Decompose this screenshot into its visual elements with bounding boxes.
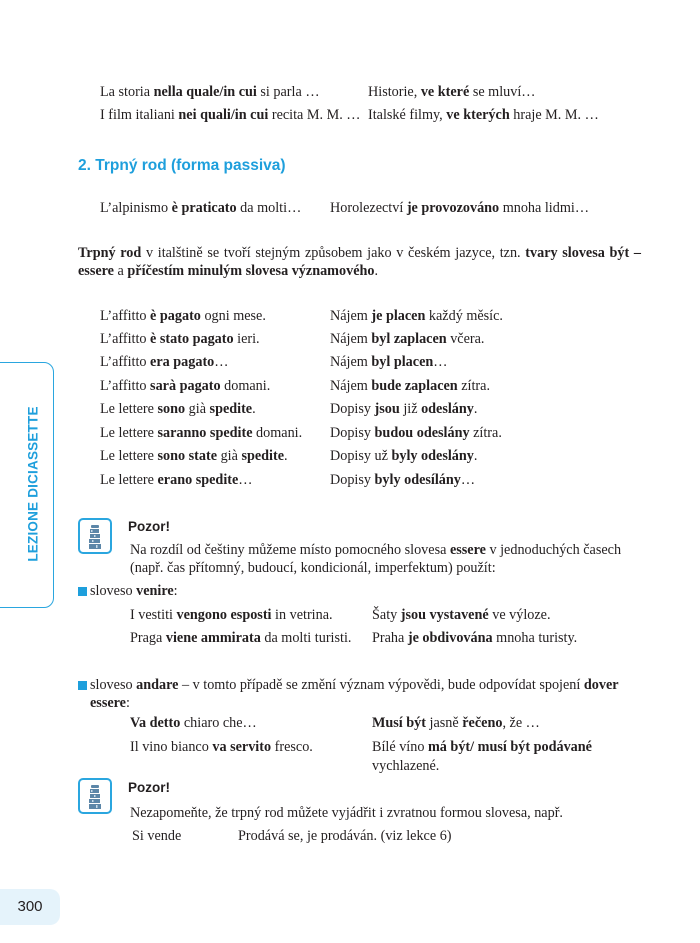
text-segment: . — [473, 448, 478, 464]
text-segment: zítra. — [457, 378, 490, 394]
text-segment: sloveso — [90, 583, 137, 599]
bold-text: příčestím minulým slovesa významového — [127, 263, 375, 279]
text-segment: recita M. M. … — [268, 107, 361, 123]
page-number: 300 — [0, 889, 60, 925]
leaning-tower-icon — [78, 518, 112, 554]
text-segment: ogni mese. — [200, 308, 266, 324]
text-segment: ve výloze. — [488, 607, 551, 623]
text-segment: v jednoduchých časech — [485, 542, 622, 558]
bold-text: venire — [136, 583, 174, 599]
example-cz — [368, 83, 535, 101]
example-cz — [372, 606, 551, 624]
text-segment: Dopisy už — [330, 448, 392, 464]
text-segment: Le lettere — [100, 401, 158, 417]
bold-text: nella quale/in cui — [153, 84, 257, 100]
bold-text: spedite — [209, 401, 253, 417]
example-cz — [372, 629, 577, 647]
text-segment: již — [399, 401, 422, 417]
text-segment: … — [238, 472, 253, 488]
example-cz-continued — [372, 757, 439, 775]
example-it — [130, 606, 333, 624]
bold-text: tvary slovesa být – essere — [78, 245, 641, 279]
text-segment: Na rozdíl od češtiny můžeme místo pomocného slovesa — [130, 542, 450, 558]
text-segment: Nájem — [330, 331, 372, 347]
text-segment: Il vino bianco — [130, 739, 213, 755]
text-segment: zítra. — [469, 425, 502, 441]
bold-text: spedite — [241, 448, 285, 464]
bold-text: Musí být — [372, 715, 426, 731]
text-segment: Bílé víno — [372, 739, 428, 755]
text-segment: Šaty — [372, 607, 401, 623]
text-segment: La storia — [100, 84, 154, 100]
example-it — [100, 83, 320, 101]
table-cell-it — [100, 307, 266, 325]
bold-text: saranno spedite — [157, 425, 253, 441]
note-title: Pozor! — [128, 780, 170, 795]
table-cell-cz — [330, 424, 502, 442]
bold-text: ve které — [420, 84, 470, 100]
text-segment: – v tomto případě se změní význam výpovědi, bude odpovídat spojení — [178, 677, 584, 693]
section-heading: 2. Trpný rod (forma passiva) — [78, 157, 286, 174]
text-segment: každý měsíc. — [425, 308, 503, 324]
bold-text: je obdivována — [407, 630, 493, 646]
text-segment: . — [284, 448, 288, 464]
bold-text: byl placen — [371, 354, 434, 370]
text-segment: hraje M. M. … — [509, 107, 599, 123]
text-segment: L’affitto — [100, 354, 151, 370]
text-segment: I vestiti — [130, 607, 177, 623]
bold-text: è stato pagato — [150, 331, 234, 347]
text-segment: L’alpinismo — [100, 200, 172, 216]
bold-text: je provozováno — [406, 200, 500, 216]
table-cell-it — [100, 424, 302, 442]
text-segment: Praha — [372, 630, 408, 646]
text-segment: fresco. — [271, 739, 313, 755]
text-segment: Italské filmy, — [368, 107, 447, 123]
bold-text: má být/ musí být podávané — [427, 739, 592, 755]
example-cz — [368, 106, 599, 124]
text-segment: da molti… — [236, 200, 302, 216]
bold-text: viene ammirata — [165, 630, 261, 646]
bold-text: odeslány — [421, 401, 474, 417]
table-cell-cz — [330, 447, 477, 465]
bold-text: je placen — [371, 308, 426, 324]
text-segment: Historie, — [368, 84, 421, 100]
table-cell-it — [100, 471, 252, 489]
bold-text: essere — [449, 542, 486, 558]
text-segment: … — [433, 354, 448, 370]
text-segment: domani. — [252, 425, 303, 441]
text-segment: Dopisy — [330, 401, 375, 417]
example-it — [130, 738, 313, 756]
text-segment: . — [473, 401, 478, 417]
bold-text: ve kterých — [446, 107, 510, 123]
text-segment: già — [217, 448, 242, 464]
table-cell-cz — [330, 330, 484, 348]
text-segment: Nájem — [330, 378, 372, 394]
bold-text: byl zaplacen — [371, 331, 447, 347]
bold-text: sarà pagato — [150, 378, 221, 394]
text-segment: sloveso — [90, 677, 137, 693]
chapter-tab-label: LEZIONE DICIASSETTE — [25, 406, 41, 562]
text-segment: Le lettere — [100, 425, 158, 441]
text-segment: da molti turisti. — [260, 630, 352, 646]
bold-text: sono state — [157, 448, 218, 464]
table-cell-cz — [330, 377, 490, 395]
bold-text: byly odeslány — [391, 448, 474, 464]
bold-text: va servito — [212, 739, 272, 755]
bullet-label — [90, 676, 619, 694]
table-cell-it — [100, 400, 256, 418]
text-segment: : — [173, 583, 178, 599]
leaning-tower-icon — [78, 778, 112, 814]
example-cz — [372, 714, 540, 732]
table-cell-cz — [330, 471, 475, 489]
example-it — [130, 629, 351, 647]
bold-text: dover — [583, 677, 619, 693]
text-segment: L’affitto — [100, 378, 151, 394]
text-segment: Praga — [130, 630, 166, 646]
text-segment: Dopisy — [330, 472, 375, 488]
bullet-square — [78, 681, 87, 690]
text-segment: se mluví… — [469, 84, 536, 100]
bold-text: Trpný rod — [78, 245, 142, 261]
text-segment: si parla … — [256, 84, 320, 100]
text-segment: … — [214, 354, 229, 370]
bold-text: andare — [136, 677, 179, 693]
text-segment: Nájem — [330, 354, 372, 370]
text-segment: L’affitto — [100, 331, 151, 347]
text-segment: mnoha lidmi… — [499, 200, 590, 216]
text-segment: v italštině se tvoří stejným způsobem jako v českém jazyce, tzn. — [141, 245, 526, 261]
text-segment: . — [374, 263, 379, 279]
bold-text: era pagato — [150, 354, 215, 370]
text-segment: domani. — [220, 378, 271, 394]
bold-text: řečeno — [462, 715, 503, 731]
bold-text: Va detto — [130, 715, 181, 731]
text-segment: Horolezectví — [330, 200, 407, 216]
bullet-label-continued — [90, 694, 130, 712]
table-cell-it — [100, 447, 288, 465]
text-segment: . — [252, 401, 256, 417]
bold-text: bude zaplacen — [371, 378, 458, 394]
text-segment: ieri. — [233, 331, 260, 347]
example-it: Si vende — [132, 828, 182, 844]
text-segment: Dopisy — [330, 425, 375, 441]
table-cell-it — [100, 353, 228, 371]
bold-text: erano spedite — [157, 472, 239, 488]
bullet-label — [90, 582, 178, 600]
text-segment: Nájem — [330, 308, 372, 324]
text-segment: a — [113, 263, 128, 279]
bold-text: vengono esposti — [176, 607, 272, 623]
text-segment: Nezapomeňte, že trpný rod můžete vyjádřit i zvratnou formou slovesa, např. — [130, 805, 563, 821]
text-segment: … — [460, 472, 476, 488]
bold-text: jsou — [374, 401, 400, 417]
table-cell-cz — [330, 400, 477, 418]
text-segment: L’affitto — [100, 308, 151, 324]
text-segment: Le lettere — [100, 448, 158, 464]
bold-text: nei quali/in cui — [178, 107, 269, 123]
text-segment: : — [125, 695, 130, 711]
bold-text: è pagato — [150, 308, 201, 324]
text-segment: , že … — [502, 715, 540, 731]
bold-text: essere — [90, 695, 126, 711]
example-it — [100, 106, 361, 124]
bold-text: budou odeslány — [374, 425, 470, 441]
text-segment: I film italiani — [100, 107, 179, 123]
table-cell-cz — [330, 353, 447, 371]
note-text — [130, 559, 496, 577]
bold-text: sono — [157, 401, 186, 417]
text-segment: včera. — [446, 331, 485, 347]
text-segment: Le lettere — [100, 472, 158, 488]
explanation-paragraph — [78, 244, 641, 280]
text-segment: chiaro che… — [180, 715, 257, 731]
table-cell-it — [100, 330, 260, 348]
note-text — [130, 541, 621, 559]
table-cell-cz — [330, 307, 503, 325]
bullet-square — [78, 587, 87, 596]
text-segment: vychlazené. — [372, 758, 440, 774]
bold-text: byly odesílány — [374, 472, 461, 488]
example-cz — [330, 199, 589, 217]
example-cz — [372, 738, 592, 756]
text-segment: in vetrina. — [271, 607, 333, 623]
text-segment: già — [185, 401, 210, 417]
bold-text: jsou vystavené — [400, 607, 489, 623]
example-it — [130, 714, 257, 732]
bold-text: è praticato — [171, 200, 237, 216]
note-text — [130, 804, 563, 822]
example-cz: Prodává se, je prodáván. (viz lekce 6) — [238, 828, 452, 844]
note-title: Pozor! — [128, 519, 170, 534]
text-segment: mnoha turisty. — [492, 630, 578, 646]
table-cell-it — [100, 377, 270, 395]
text-segment: jasně — [426, 715, 463, 731]
example-it — [100, 199, 301, 217]
text-segment: (např. čas přítomný, budoucí, kondicionál, imperfektum) použít: — [130, 560, 496, 576]
